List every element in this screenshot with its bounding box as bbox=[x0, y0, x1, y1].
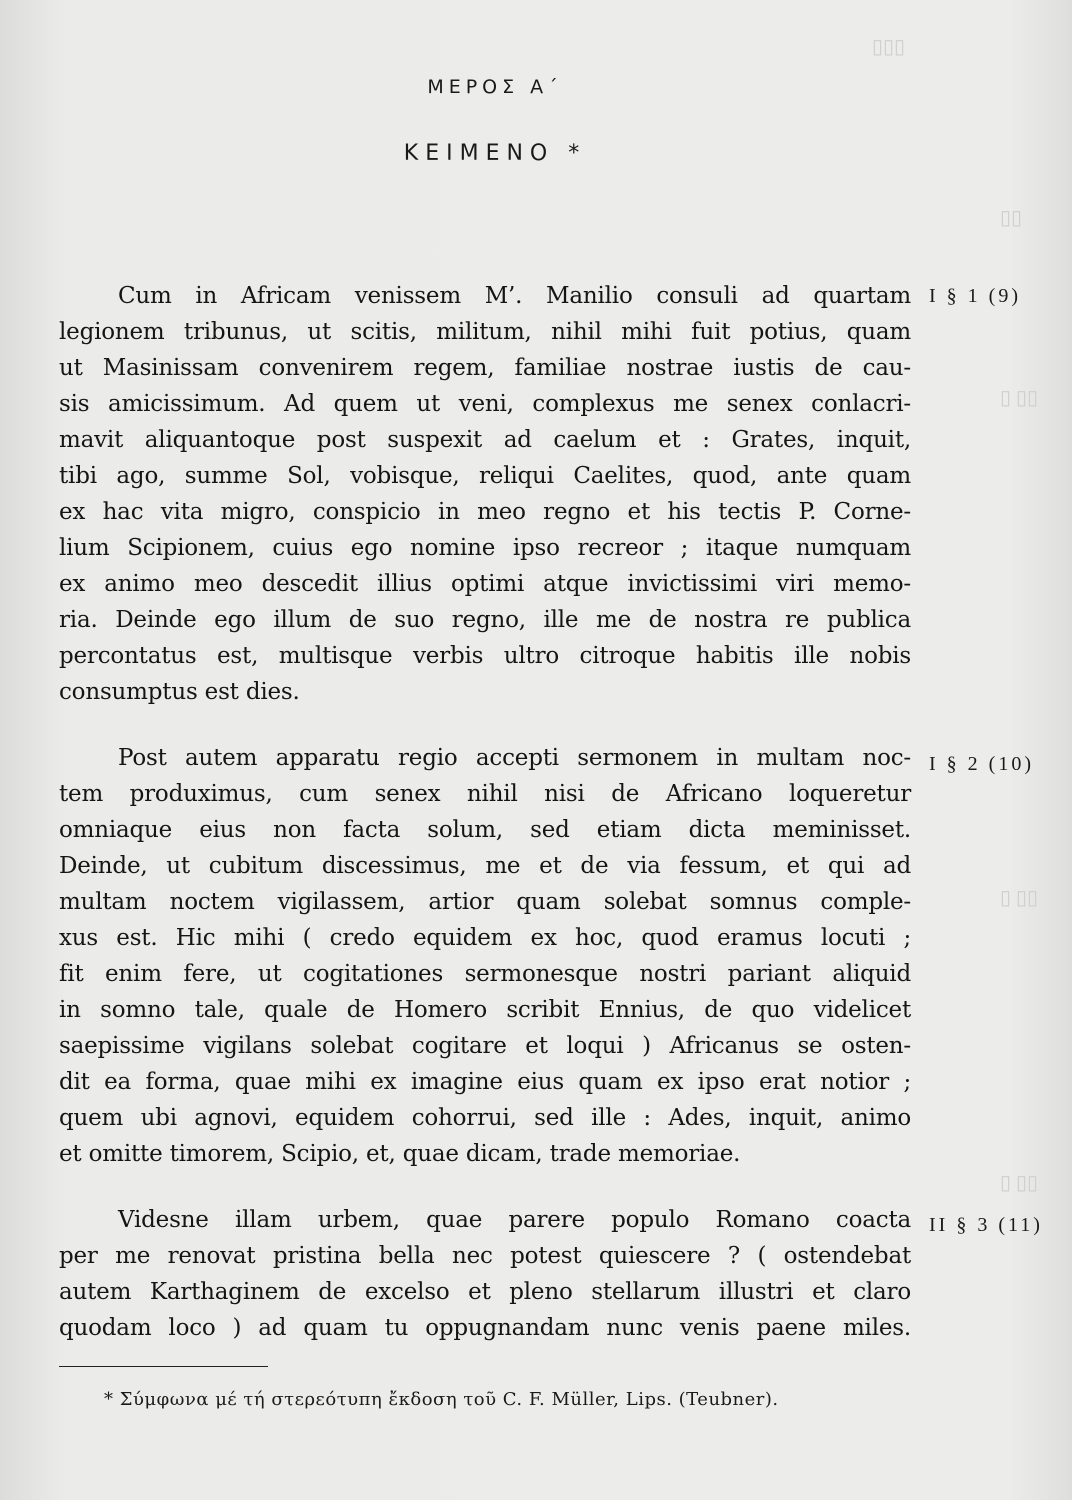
text-line: ex animo meo descedit illius optimi atque invictissimi viri memo- bbox=[59, 571, 911, 597]
text-line: ria. Deinde ego illum de suo regno, ille me de nostra re publica bbox=[59, 607, 911, 633]
text-line: dit ea forma, quae mihi ex imagine eius quam ex ipso erat notior ; bbox=[59, 1069, 911, 1095]
text-line: sis amicissimum. Ad quem ut veni, complexus me senex conlacri- bbox=[59, 391, 911, 417]
text-line: autem Karthaginem de excelso et pleno stellarum illustri et claro bbox=[59, 1279, 911, 1305]
text-line: percontatus est, multisque verbis ultro citroque habitis ille nobis bbox=[59, 643, 911, 669]
text-line: in somno tale, quale de Homero scribit Ennius, de quo videlicet bbox=[59, 997, 911, 1023]
text-heading: ΚΕΙΜΕΝΟ * bbox=[403, 141, 587, 166]
text-line: legionem tribunus, ut scitis, militum, nihil mihi fuit potius, quam bbox=[59, 319, 911, 345]
text-line: tem produximus, cum senex nihil nisi de Africano loqueretur bbox=[59, 781, 911, 807]
bleed-through-mark: ▯▯▯ bbox=[872, 36, 906, 58]
text-line: lium Scipionem, cuius ego nomine ipso recreor ; itaque numquam bbox=[59, 535, 911, 561]
text-line: ex hac vita migro, conspicio in meo regno et his tectis P. Corne- bbox=[59, 499, 911, 525]
section-reference: I § 2 (10) bbox=[929, 753, 1034, 775]
bleed-through-mark: ▯ ▯▯ bbox=[1000, 387, 1039, 409]
text-line: fit enim fere, ut cogitationes sermonesque nostri pariant aliquid bbox=[59, 961, 911, 987]
text-line: xus est. Hic mihi ( credo equidem ex hoc, quod eramus locuti ; bbox=[59, 925, 911, 951]
paragraph-2 bbox=[59, 740, 911, 1172]
bleed-through-mark: ▯▯ bbox=[1000, 207, 1023, 229]
paragraph-1 bbox=[59, 278, 911, 710]
text-line: consumptus est dies. bbox=[59, 679, 300, 705]
text-line: omniaque eius non facta solum, sed etiam dicta meminisset. bbox=[59, 817, 911, 843]
footnote-rule bbox=[59, 1366, 268, 1367]
text-line: Deinde, ut cubitum discessimus, me et de via fessum, et qui ad bbox=[59, 853, 911, 879]
text-line: ut Masinissam convenirem regem, familiae nostrae iustis de cau- bbox=[59, 355, 911, 381]
bleed-through-mark: ▯ ▯▯ bbox=[1000, 887, 1039, 909]
text-line: tibi ago, summe Sol, vobisque, reliqui Caelites, quod, ante quam bbox=[59, 463, 911, 489]
text-line: mavit aliquantoque post suspexit ad caelum et : Grates, inquit, bbox=[59, 427, 911, 453]
text-line: quodam loco ) ad quam tu oppugnandam nunc venis paene miles. bbox=[59, 1315, 911, 1341]
text-line: Videsne illam urbem, quae parere populo Romano coacta bbox=[118, 1207, 911, 1233]
text-line: Cum in Africam venissem M’. Manilio consuli ad quartam bbox=[118, 283, 911, 309]
section-reference: I § 1 (9) bbox=[929, 285, 1021, 307]
text-line: per me renovat pristina bella nec potest quiescere ? ( ostendebat bbox=[59, 1243, 911, 1269]
text-line: multam noctem vigilassem, artior quam solebat somnus comple- bbox=[59, 889, 911, 915]
text-line: et omitte timorem, Scipio, et, quae dicam, trade memoriae. bbox=[59, 1141, 741, 1167]
paragraph-3 bbox=[59, 1202, 911, 1346]
bleed-through-mark: ▯ ▯▯ bbox=[1000, 1172, 1039, 1194]
part-heading: ΜΕΡΟΣ Α΄ bbox=[427, 76, 563, 98]
section-reference: II § 3 (11) bbox=[929, 1214, 1043, 1236]
footnote: * Σύμφωνα μέ τή στερεότυπη ἔκδοση τοῦ C. F. Müller, Lips. (Teubner). bbox=[104, 1389, 779, 1410]
text-line: Post autem apparatu regio accepti sermonem in multam noc- bbox=[118, 745, 911, 771]
text-line: quem ubi agnovi, equidem cohorrui, sed ille : Ades, inquit, animo bbox=[59, 1105, 911, 1131]
text-line: saepissime vigilans solebat cogitare et loqui ) Africanus se osten- bbox=[59, 1033, 911, 1059]
